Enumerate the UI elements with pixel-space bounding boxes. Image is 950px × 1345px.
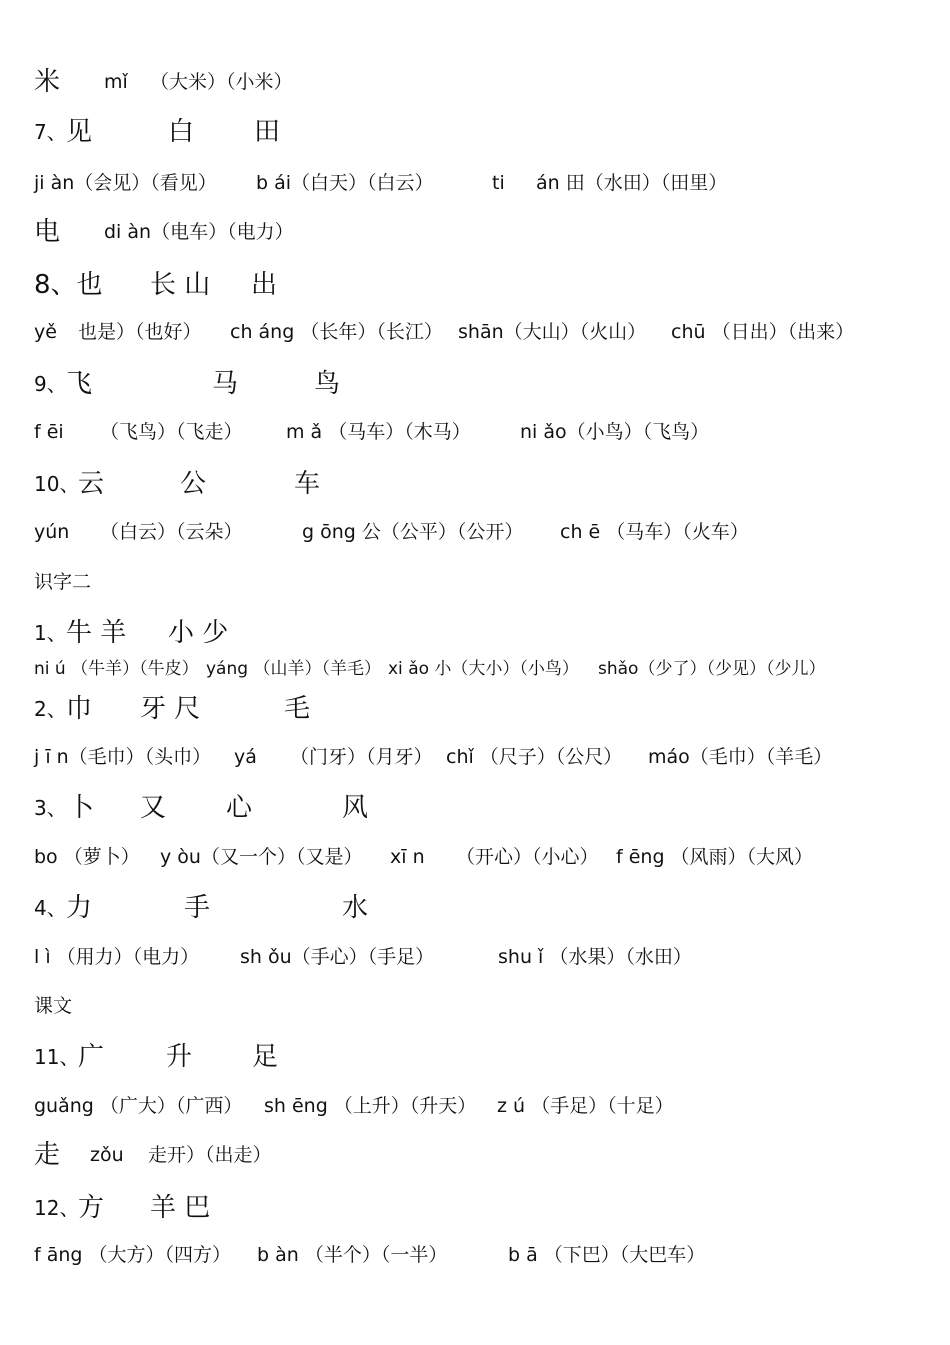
text-segment: f ēng （风雨）（大风） <box>616 846 814 868</box>
text-segment: 出 <box>251 270 278 300</box>
text-segment: 米 <box>34 67 61 97</box>
text-segment: 小 少 <box>168 618 229 648</box>
text-segment: 飞 <box>66 369 93 399</box>
text-segment: ch ē （马车）（火车） <box>560 521 749 543</box>
text-segment: 手 <box>184 893 211 923</box>
text-segment: m ǎ （马车）（木马） <box>286 421 471 443</box>
text-segment: 课文 <box>34 995 73 1017</box>
text-segment: di àn（电车）（电力） <box>104 221 294 243</box>
text-segment: 升 <box>166 1042 193 1072</box>
text-segment: bo （萝卜） <box>34 846 140 868</box>
text-segment: （开心）（小心） <box>456 846 599 868</box>
text-segment: b ā （下巴）（大巴车） <box>508 1244 706 1266</box>
text-segment: f āng （大方）（四方） <box>34 1244 232 1266</box>
text-segment: f ēi <box>34 421 64 443</box>
text-segment: mǐ <box>104 71 128 93</box>
text-segment: chū （日出）（出来） <box>671 321 855 343</box>
text-segment: （白云）（云朵） <box>100 521 243 543</box>
text-segment: shu ǐ （水果）（水田） <box>498 946 692 968</box>
text-segment: 车 <box>294 469 321 499</box>
text-segment: 长 山 <box>150 270 211 300</box>
text-segment: 8、也 <box>34 270 103 300</box>
text-segment: 1、 <box>34 621 67 645</box>
text-segment: 广 <box>78 1042 105 1072</box>
text-segment: 牛 羊 <box>66 618 127 648</box>
text-segment: 卜 <box>68 793 95 823</box>
text-segment: 毛 <box>284 694 311 724</box>
text-segment: xī n <box>390 846 425 868</box>
text-segment: 12、 <box>34 1196 80 1220</box>
text-segment: l ì （用力）（电力） <box>34 946 200 968</box>
text-segment: sh ǒu（手心）（手足） <box>240 946 435 968</box>
text-segment: 4、 <box>34 896 67 920</box>
text-segment: ni ú （牛羊）（牛皮） <box>34 659 199 679</box>
text-segment: j ī n（毛巾）（头巾） <box>34 746 212 768</box>
text-segment: 风 <box>342 793 369 823</box>
text-segment: 鸟 <box>314 369 341 399</box>
text-segment: 电 <box>34 217 61 247</box>
text-segment: （大米）（小米） <box>150 71 293 93</box>
text-segment: 又 <box>140 793 167 823</box>
text-segment: 7、 <box>34 120 67 144</box>
text-segment: 羊 巴 <box>150 1193 211 1223</box>
text-segment: ji àn（会见）（看见） <box>34 172 217 194</box>
text-segment: zǒu <box>90 1144 124 1166</box>
text-segment: 云 <box>78 469 105 499</box>
text-segment: z ú （手足）（十足） <box>497 1095 674 1117</box>
text-segment: 方 <box>78 1193 105 1223</box>
text-segment: 识字二 <box>34 571 92 593</box>
text-segment: 水 <box>342 893 369 923</box>
text-segment: yáng （山羊）（羊毛） <box>206 659 381 679</box>
text-segment: chǐ （尺子）（公尺） <box>446 746 623 768</box>
text-segment: 公 <box>180 469 207 499</box>
text-segment: b ái（白天）（白云） <box>256 172 434 194</box>
text-segment: máo（毛巾）（羊毛） <box>648 746 833 768</box>
text-segment: sh ēng （上升）（升天） <box>264 1095 477 1117</box>
text-segment: 2、 <box>34 697 67 721</box>
text-segment: 3、 <box>34 796 67 820</box>
text-segment: yún <box>34 521 70 543</box>
text-segment: guǎng （广大）（广西） <box>34 1095 243 1117</box>
text-segment: 11、 <box>34 1045 80 1069</box>
text-segment: shǎo（少了）（少见）（少儿） <box>598 659 826 679</box>
text-segment: án 田（水田）（田里） <box>536 172 728 194</box>
text-segment: 走开）（出走） <box>148 1144 272 1166</box>
text-segment: （门牙）（月牙） <box>290 746 433 768</box>
text-segment: 足 <box>252 1042 279 1072</box>
text-segment: 田 <box>254 117 281 147</box>
text-segment: 10、 <box>34 472 80 496</box>
text-segment: xi ǎo 小（大小）（小鸟） <box>388 659 579 679</box>
text-segment: ch áng （长年）（长江） <box>230 321 443 343</box>
text-segment: ti <box>492 172 505 194</box>
text-segment: ni ǎo（小鸟）（飞鸟） <box>520 421 710 443</box>
text-segment: 走 <box>34 1140 61 1170</box>
text-segment: b àn （半个）（一半） <box>257 1244 448 1266</box>
text-segment: 力 <box>66 893 93 923</box>
text-segment: 9、 <box>34 372 67 396</box>
text-segment: shān（大山）（火山） <box>458 321 647 343</box>
text-segment: yá <box>234 746 257 768</box>
text-segment: g ōng 公（公平）（公开） <box>302 521 524 543</box>
text-segment: 也是）（也好） <box>78 321 202 343</box>
text-segment: （飞鸟）（飞走） <box>100 421 243 443</box>
text-segment: 牙 尺 <box>140 694 201 724</box>
text-segment: 巾 <box>66 694 93 724</box>
text-segment: 马 <box>212 369 239 399</box>
text-segment: y òu（又一个）（又是） <box>160 846 363 868</box>
text-segment: 心 <box>226 793 253 823</box>
text-segment: yě <box>34 321 57 343</box>
text-segment: 白 <box>168 117 195 147</box>
text-segment: 见 <box>66 117 93 147</box>
